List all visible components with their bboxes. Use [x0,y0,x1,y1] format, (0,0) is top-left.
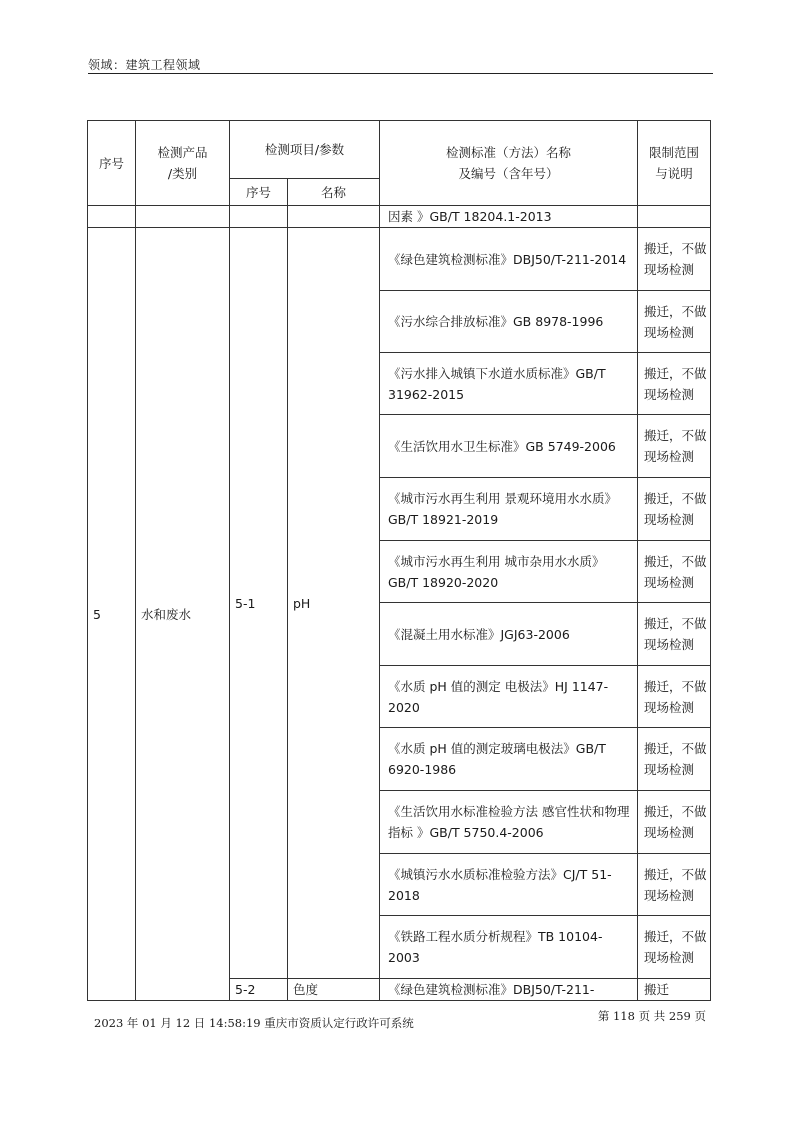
col-header-item-param: 检测项目/参数 [230,121,380,179]
standard-cell: 因素 》GB/T 18204.1-2013 [380,206,638,228]
col-header-standard [380,121,638,206]
standard-cell: 《城市污水再生利用 景观环境用水水质》GB/T 18921-2019 [380,478,638,541]
col-header-standard-line2: 及编号（含年号） [458,166,559,181]
col-header-product-line2: /类别 [167,166,198,181]
limit-cell: 搬迁，不做现场检测 [638,291,711,353]
standard-cell: 《城市污水再生利用 城市杂用水水质》GB/T 18920-2020 [380,541,638,603]
table-row [88,228,711,291]
cell-empty [638,206,711,228]
standard-cell: 《水质 pH 值的测定 电极法》HJ 1147-2020 [380,666,638,728]
limit-cell: 搬迁，不做现场检测 [638,478,711,541]
standard-cell: 《污水排入城镇下水道水质标准》GB/T 31962-2015 [380,353,638,415]
cell-empty [136,206,230,228]
limit-cell: 搬迁，不做现场检测 [638,603,711,666]
item-name-cell: pH [288,228,380,979]
limit-cell: 搬迁，不做现场检测 [638,541,711,603]
standard-cell: 《污水综合排放标准》GB 8978-1996 [380,291,638,353]
header-divider [88,73,713,74]
col-header-sub-name: 名称 [288,179,380,206]
standard-cell: 《绿色建筑检测标准》DBJ50/T-211- [380,979,638,1001]
table-row [88,206,711,228]
footer-page-info: 第 118 页 共 259 页 [597,1009,706,1023]
col-header-limit [638,121,711,206]
col-header-seq: 序号 [88,121,136,206]
cell-empty [230,206,288,228]
page-header-domain: 领域：建筑工程领域 [88,58,201,72]
limit-cell: 搬迁，不做现场检测 [638,854,711,916]
col-header-product [136,121,230,206]
item-seq-cell: 5-1 [230,228,288,979]
cell-empty [288,206,380,228]
item-seq-cell: 5-2 [230,979,288,1001]
limit-cell: 搬迁，不做现场检测 [638,728,711,791]
qualification-table [87,120,711,1001]
standard-cell: 《生活饮用水卫生标准》GB 5749-2006 [380,415,638,478]
group-seq-cell: 5 [88,228,136,1001]
limit-cell: 搬迁，不做现场检测 [638,791,711,854]
footer-timestamp-system: 2023 年 01 月 12 日 14:58:19 重庆市资质认定行政许可系统 [94,1016,414,1030]
standard-cell: 《铁路工程水质分析规程》TB 10104-2003 [380,916,638,979]
limit-cell: 搬迁，不做现场检测 [638,666,711,728]
item-name-cell: 色度 [288,979,380,1001]
col-header-product-line1: 检测产品 [157,145,208,160]
col-header-limit-line1: 限制范围 [648,145,699,160]
col-header-limit-line2: 与说明 [655,166,693,181]
standard-cell: 《城镇污水水质标准检验方法》CJ/T 51-2018 [380,854,638,916]
limit-cell: 搬迁 [638,979,711,1001]
group-product-cell: 水和废水 [136,228,230,1001]
cell-empty [88,206,136,228]
col-header-standard-line1: 检测标准（方法）名称 [445,145,571,160]
col-header-sub-seq: 序号 [230,179,288,206]
standard-cell: 《混凝土用水标准》JGJ63-2006 [380,603,638,666]
limit-cell: 搬迁，不做现场检测 [638,228,711,291]
standard-cell: 《水质 pH 值的测定玻璃电极法》GB/T 6920-1986 [380,728,638,791]
limit-cell: 搬迁，不做现场检测 [638,415,711,478]
limit-cell: 搬迁，不做现场检测 [638,353,711,415]
standard-cell: 《生活饮用水标准检验方法 感官性状和物理指标 》GB/T 5750.4-2006 [380,791,638,854]
standard-cell: 《绿色建筑检测标准》DBJ50/T-211-2014 [380,228,638,291]
limit-cell: 搬迁，不做现场检测 [638,916,711,979]
